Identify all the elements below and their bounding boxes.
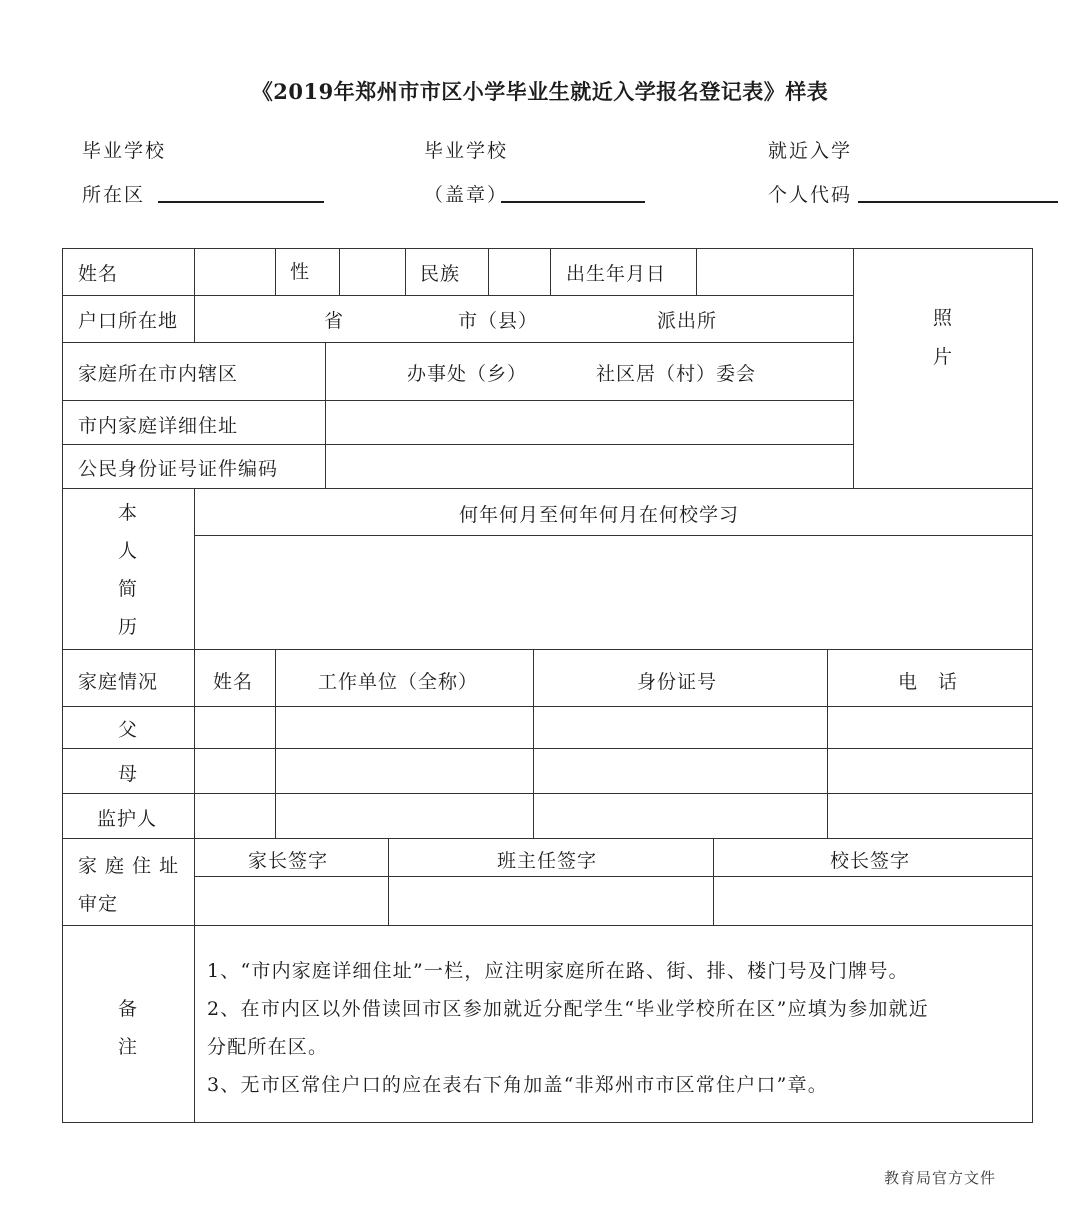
col-line — [713, 838, 714, 925]
id-number-label: 公民身份证号证件编码 — [78, 458, 279, 480]
row-line — [62, 925, 1033, 926]
family-situation-label: 家庭情况 — [78, 671, 159, 693]
col-line — [194, 488, 195, 1123]
col-line — [550, 248, 551, 295]
col-line — [339, 248, 340, 295]
row-line — [62, 295, 853, 296]
col-line — [533, 649, 534, 838]
principal-sign-label: 校长签字 — [830, 850, 911, 872]
teacher-sign-label: 班主任签字 — [497, 850, 598, 872]
note-line: 3、无市区常住户口的应在表右下角加盖“非郑州市市区常住户口”章。 — [207, 1074, 828, 1096]
row-line — [194, 876, 1033, 877]
col-line — [696, 248, 697, 295]
school-district-label-2: 所在区 — [82, 184, 146, 206]
row-line — [62, 649, 1033, 650]
mother-label: 母 — [118, 763, 139, 785]
col-line — [488, 248, 489, 295]
detailed-address-label: 市内家庭详细住址 — [78, 415, 239, 437]
city-county-label: 市（县） — [458, 310, 539, 332]
police-station-label: 派出所 — [657, 310, 718, 332]
note-line: 分配所在区。 — [207, 1036, 329, 1058]
remarks-label-2: 注 — [118, 1036, 139, 1058]
home-district-label: 家庭所在市内辖区 — [78, 363, 239, 385]
school-seal-label-1: 毕业学校 — [424, 140, 509, 162]
resume-label-4: 历 — [118, 616, 139, 638]
school-seal-label-2: （盖章） — [424, 184, 509, 206]
hukou-location-label: 户口所在地 — [78, 310, 179, 332]
gender-label: 性 — [290, 261, 311, 283]
col-line — [325, 342, 326, 488]
parent-sign-label: 家长签字 — [248, 850, 329, 872]
guardian-label: 监护人 — [97, 808, 158, 830]
note-line: 2、在市内区以外借读回市区参加就近分配学生“毕业学校所在区”应填为参加就近 — [207, 998, 929, 1020]
community-label: 社区居（村）委会 — [596, 363, 757, 385]
col-line — [405, 248, 406, 295]
remarks-label-1: 备 — [118, 998, 139, 1020]
row-line — [62, 400, 853, 401]
resume-label-3: 简 — [118, 578, 139, 600]
address-review-label-2: 审定 — [78, 893, 119, 915]
row-line — [62, 342, 853, 343]
col-line — [853, 248, 854, 488]
school-district-label-1: 毕业学校 — [82, 140, 167, 162]
row-line — [62, 706, 1033, 707]
ethnicity-label: 民族 — [420, 263, 461, 285]
subdistrict-label: 办事处（乡） — [407, 363, 528, 385]
col-line — [388, 838, 389, 925]
work-unit-header: 工作单位（全称） — [318, 671, 479, 693]
personal-code-input[interactable] — [858, 201, 1058, 203]
col-line — [827, 649, 828, 838]
photo-label-2: 片 — [933, 346, 954, 368]
school-seal-input[interactable] — [501, 201, 645, 203]
personal-code-label-2: 个人代码 — [768, 184, 853, 206]
row-line — [62, 838, 1033, 839]
photo-label-1: 照 — [933, 307, 954, 329]
footer-source: 教育局官方文件 — [884, 1169, 997, 1187]
family-id-header: 身份证号 — [637, 671, 718, 693]
birth-date-label: 出生年月日 — [566, 263, 667, 285]
father-label: 父 — [118, 719, 139, 741]
row-line — [62, 488, 1033, 489]
address-review-label-1: 家 庭 住 址 — [78, 855, 180, 877]
resume-label-1: 本 — [118, 502, 139, 524]
row-line — [62, 444, 853, 445]
row-line — [62, 793, 1033, 794]
resume-header: 何年何月至何年何月在何校学习 — [459, 504, 740, 526]
personal-code-label-1: 就近入学 — [768, 140, 853, 162]
name-label: 姓名 — [78, 263, 119, 285]
family-name-header: 姓名 — [213, 671, 254, 693]
school-district-input[interactable] — [158, 201, 324, 203]
col-line — [275, 248, 276, 295]
row-line — [62, 748, 1033, 749]
province-label: 省 — [324, 310, 345, 332]
form-title: 《2019年郑州市市区小学毕业生就近入学报名登记表》样表 — [251, 79, 829, 104]
phone-header: 电 话 — [898, 671, 959, 693]
row-line — [194, 535, 1033, 536]
col-line — [275, 649, 276, 838]
col-line — [194, 248, 195, 342]
note-line: 1、“市内家庭详细住址”一栏，应注明家庭所在路、街、排、楼门号及门牌号。 — [207, 960, 909, 982]
resume-label-2: 人 — [118, 540, 139, 562]
